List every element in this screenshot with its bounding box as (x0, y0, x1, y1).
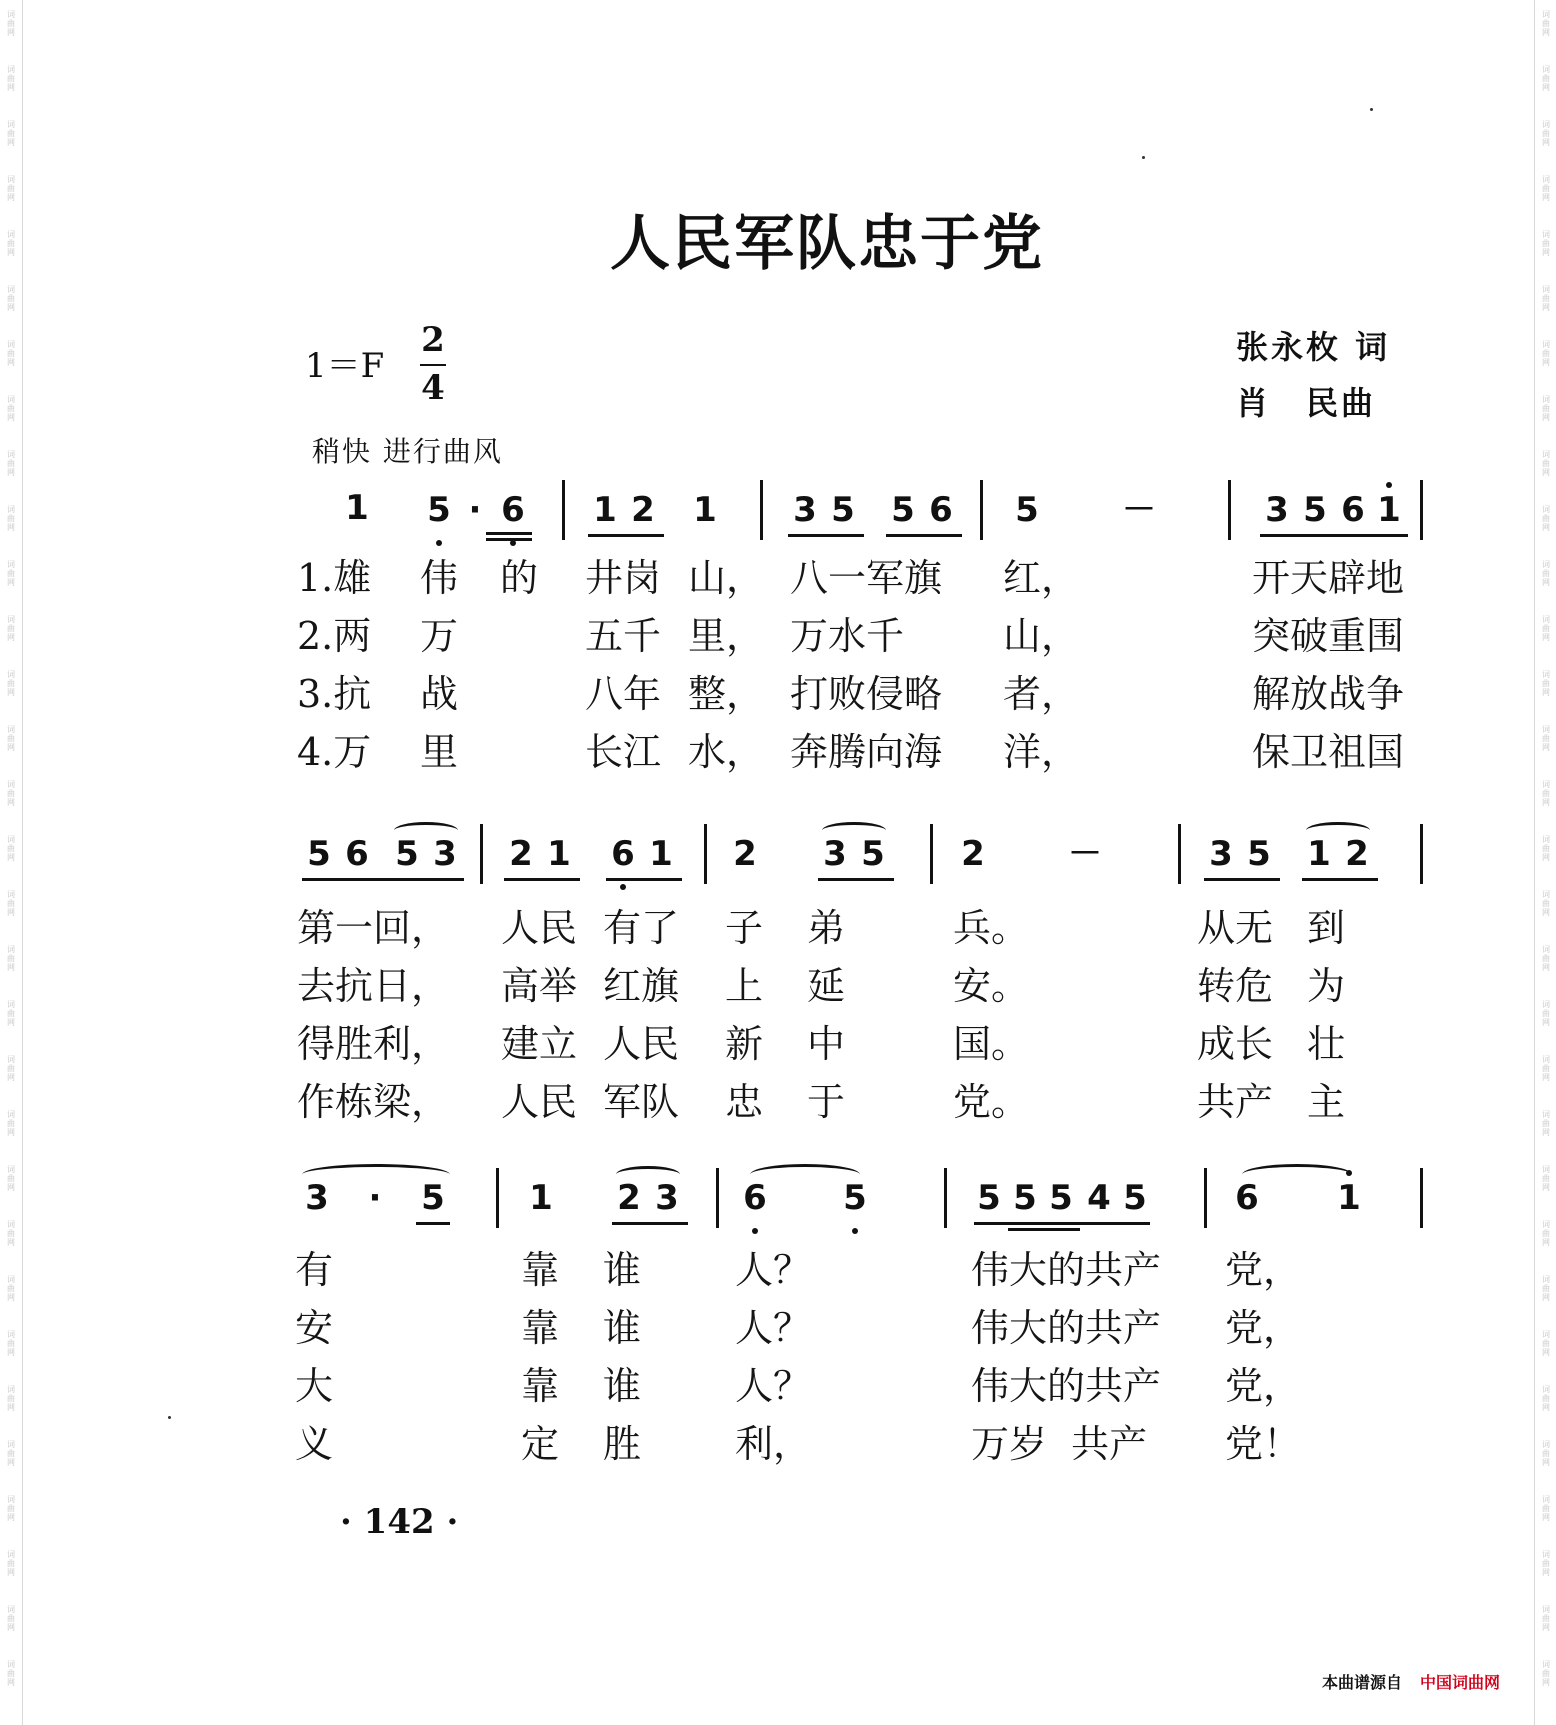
lyric: 军队 (603, 1080, 680, 1124)
octave-dot-below (852, 1228, 858, 1234)
octave-dot-above (1346, 1170, 1352, 1176)
note-dash: － (1122, 490, 1156, 530)
watermark-glyph: 词 曲 网 (7, 1000, 15, 1027)
note: 5 (861, 834, 885, 874)
watermark-glyph: 词 曲 网 (1542, 120, 1550, 147)
note-dot: · (368, 1178, 382, 1218)
lyric: 保卫祖国 (1252, 730, 1405, 774)
note: 1 (345, 488, 369, 528)
watermark-glyph: 词 曲 网 (7, 1660, 15, 1687)
lyric: 子 (725, 906, 764, 950)
time-signature-line (420, 364, 446, 366)
underline-beam (606, 878, 682, 881)
lyric: 利， (735, 1422, 812, 1466)
note: 6 (611, 834, 635, 874)
note: 3 (655, 1178, 679, 1218)
barline (1420, 480, 1423, 540)
lyric: 党！ (1225, 1422, 1302, 1466)
lyric: 安 (295, 1306, 334, 1350)
watermark-glyph: 词 曲 网 (7, 505, 15, 532)
lyric: 人？ (735, 1306, 812, 1350)
watermark-glyph: 词 曲 网 (7, 725, 15, 752)
lyric-line (297, 730, 1405, 774)
lyric-line (295, 1248, 1302, 1292)
underline-beam (588, 534, 664, 537)
watermark-glyph: 词 曲 网 (1542, 1000, 1550, 1027)
lyric: 长江 (585, 730, 662, 774)
watermark-glyph: 词 曲 网 (7, 450, 15, 477)
lyric: 万岁 共产 (971, 1422, 1148, 1466)
lyric: 靠 (521, 1364, 560, 1408)
watermark-glyph: 词 曲 网 (7, 1055, 15, 1082)
lyric: 奔腾向海 (790, 730, 943, 774)
watermark-glyph: 词 曲 网 (7, 670, 15, 697)
watermark-glyph: 词 曲 网 (7, 10, 15, 37)
note: 5 (977, 1178, 1001, 1218)
lyric: 里， (688, 614, 765, 658)
watermark-glyph: 词 曲 网 (7, 120, 15, 147)
note: 6 (929, 490, 953, 530)
tempo-marking: 稍快 进行曲风 (312, 435, 503, 468)
underline-beam (504, 878, 580, 881)
lyric: 人民 (603, 1022, 680, 1066)
watermark-glyph: 词 曲 网 (1542, 340, 1550, 367)
lyric: 有了 (603, 906, 680, 950)
underline-beam (974, 1222, 1150, 1225)
slur (394, 822, 458, 839)
watermark-glyph: 词 曲 网 (7, 1550, 15, 1577)
barline (944, 1168, 947, 1228)
watermark-glyph: 词 曲 网 (1542, 1220, 1550, 1247)
underline-beam (486, 532, 532, 535)
underline-beam (1302, 878, 1378, 881)
lyric: 高举 (501, 964, 578, 1008)
lyric: 国。 (953, 1022, 1030, 1066)
watermark-glyph: 词 曲 网 (7, 1385, 15, 1412)
lyric: 忠 (725, 1080, 764, 1124)
barline (1204, 1168, 1207, 1228)
note: 5 (395, 834, 419, 874)
lyric: 谁 (603, 1306, 642, 1350)
lyric: 弟 (807, 906, 846, 950)
print-speck (168, 1416, 171, 1419)
song-title: 人民军队忠于党 (610, 209, 1044, 279)
lyric: 山， (688, 556, 765, 600)
lyric: 义 (295, 1422, 334, 1466)
note: 1 (547, 834, 571, 874)
note: 2 (617, 1178, 641, 1218)
lyric: 兵。 (953, 906, 1030, 950)
lyric: 第一回， (297, 906, 450, 950)
note: 6 (743, 1178, 767, 1218)
lyric: 靠 (521, 1248, 560, 1292)
lyric: 打败侵略 (790, 672, 943, 716)
underline-beam (302, 878, 464, 881)
note: 5 (1049, 1178, 1073, 1218)
score-system-2 (290, 822, 1450, 942)
lyric: 突破重围 (1252, 614, 1405, 658)
print-speck (1370, 108, 1373, 111)
note: 5 (843, 1178, 867, 1218)
underline-beam (612, 1222, 688, 1225)
site-link[interactable]: 中国词曲网 (1420, 1673, 1501, 1692)
note: 1 (1377, 490, 1401, 530)
watermark-glyph: 词 曲 网 (1542, 450, 1550, 477)
page-number: · 142 · (340, 1502, 459, 1542)
note: 5 (427, 490, 451, 530)
lyric-line (295, 1306, 1302, 1350)
watermark-glyph: 词 曲 网 (7, 285, 15, 312)
lyric-line (297, 964, 1346, 1008)
watermark-glyph: 词 曲 网 (1542, 615, 1550, 642)
watermark-glyph: 词 曲 网 (1542, 10, 1550, 37)
lyric: 解放战争 (1252, 672, 1405, 716)
time-signature-top: 2 (421, 320, 445, 360)
barline (480, 824, 483, 884)
watermark-glyph: 词 曲 网 (7, 175, 15, 202)
watermark-glyph: 词 曲 网 (7, 340, 15, 367)
note-dash: － (1068, 834, 1102, 874)
lyric: 4.万 (297, 730, 372, 774)
note: 2 (733, 834, 757, 874)
octave-dot-below (620, 884, 626, 890)
watermark-glyph: 词 曲 网 (7, 835, 15, 862)
underline-beam (486, 538, 532, 541)
lyric: 得胜利， (297, 1022, 450, 1066)
composer-credit: 肖 民曲 (1236, 384, 1377, 422)
lyric: 胜 (603, 1422, 642, 1466)
lyric: 建立 (501, 1022, 578, 1066)
watermark-glyph: 词 曲 网 (1542, 1330, 1550, 1357)
lyric: 2.两 (297, 614, 372, 658)
lyric: 人？ (735, 1364, 812, 1408)
lyric: 人民 (501, 906, 578, 950)
note: 3 (305, 1178, 329, 1218)
watermark-glyph: 词 曲 网 (7, 560, 15, 587)
octave-dot-below (752, 1228, 758, 1234)
note: 1 (693, 490, 717, 530)
watermark-glyph: 词 曲 网 (1542, 1660, 1550, 1687)
lyric: 八一军旗 (790, 556, 943, 600)
watermark-glyph: 词 曲 网 (1542, 835, 1550, 862)
lyric: 的 (500, 556, 539, 600)
note: 3 (823, 834, 847, 874)
source-credit (1322, 1670, 1500, 1693)
note: 1 (593, 490, 617, 530)
lyric: 伟大的共产 (971, 1248, 1162, 1292)
lyric: 党， (1225, 1364, 1302, 1408)
lyric: 谁 (603, 1248, 642, 1292)
lyric: 里 (420, 730, 459, 774)
note: 1 (1337, 1178, 1361, 1218)
underline-beam (1204, 878, 1280, 881)
lyric: 党， (1225, 1248, 1302, 1292)
watermark-glyph: 词 曲 网 (7, 1275, 15, 1302)
note: 1 (529, 1178, 553, 1218)
lyric: 党。 (953, 1080, 1030, 1124)
watermark-glyph: 词 曲 网 (1542, 1055, 1550, 1082)
lyricist-credit: 张永枚 词 (1236, 328, 1391, 366)
watermark-glyph: 词 曲 网 (7, 1440, 15, 1467)
note: 3 (1265, 490, 1289, 530)
right-watermark-strip (1534, 0, 1556, 1725)
lyric: 延 (807, 964, 846, 1008)
watermark-glyph: 词 曲 网 (1542, 1110, 1550, 1137)
note: 5 (1013, 1178, 1037, 1218)
barline (716, 1168, 719, 1228)
lyric: 党， (1225, 1306, 1302, 1350)
print-speck (1142, 156, 1145, 159)
source-label: 本曲谱源自 (1322, 1673, 1403, 1692)
lyric: 新 (725, 1022, 764, 1066)
lyric: 大 (295, 1364, 334, 1408)
watermark-glyph: 词 曲 网 (1542, 945, 1550, 972)
lyric-line (297, 1080, 1346, 1124)
lyric-line (297, 614, 1405, 658)
watermark-glyph: 词 曲 网 (1542, 1165, 1550, 1192)
watermark-glyph: 词 曲 网 (7, 65, 15, 92)
octave-dot-above (1386, 482, 1392, 488)
lyric-line (297, 906, 1346, 950)
barline (704, 824, 707, 884)
watermark-glyph: 词 曲 网 (7, 1220, 15, 1247)
watermark-glyph: 词 曲 网 (1542, 395, 1550, 422)
barline (1420, 824, 1423, 884)
underline-beam (416, 1222, 450, 1225)
note: 1 (1307, 834, 1331, 874)
watermark-glyph: 词 曲 网 (7, 1110, 15, 1137)
lyric: 从无 (1197, 906, 1274, 950)
lyric: 者， (1003, 672, 1080, 716)
lyric: 万水千 (790, 614, 905, 658)
lyric: 人民 (501, 1080, 578, 1124)
lyric: 八年 (585, 672, 662, 716)
lyric: 水， (688, 730, 765, 774)
watermark-glyph: 词 曲 网 (1542, 65, 1550, 92)
watermark-glyph: 词 曲 网 (1542, 780, 1550, 807)
watermark-glyph: 词 曲 网 (1542, 560, 1550, 587)
watermark-glyph: 词 曲 网 (7, 890, 15, 917)
note: 6 (501, 490, 525, 530)
lyric: 伟大的共产 (971, 1306, 1162, 1350)
note: 4 (1087, 1178, 1111, 1218)
note: 2 (961, 834, 985, 874)
lyric: 转危 (1197, 964, 1274, 1008)
lyric-line (297, 1022, 1346, 1066)
watermark-glyph: 词 曲 网 (1542, 230, 1550, 257)
barline (760, 480, 763, 540)
watermark-glyph: 词 曲 网 (1542, 670, 1550, 697)
note: 5 (307, 834, 331, 874)
note: 5 (1247, 834, 1271, 874)
lyric-line (295, 1422, 1302, 1466)
underline-beam (818, 878, 894, 881)
barline (1420, 1168, 1423, 1228)
note: 6 (1235, 1178, 1259, 1218)
watermark-glyph: 词 曲 网 (7, 615, 15, 642)
lyric: 作栋梁， (297, 1080, 450, 1124)
lyric: 壮 (1307, 1022, 1346, 1066)
note: 3 (793, 490, 817, 530)
lyric: 开天辟地 (1252, 556, 1405, 600)
watermark-glyph: 词 曲 网 (1542, 1550, 1550, 1577)
lyric: 靠 (521, 1306, 560, 1350)
note: 5 (891, 490, 915, 530)
lyric: 3.抗 (297, 672, 372, 716)
lyric: 主 (1307, 1080, 1346, 1124)
lyric: 有 (295, 1248, 334, 1292)
watermark-glyph: 词 曲 网 (7, 780, 15, 807)
watermark-glyph: 词 曲 网 (7, 945, 15, 972)
watermark-glyph: 词 曲 网 (7, 1495, 15, 1522)
watermark-glyph: 词 曲 网 (7, 1165, 15, 1192)
barline (1228, 480, 1231, 540)
note: 3 (1209, 834, 1233, 874)
watermark-glyph: 词 曲 网 (7, 1605, 15, 1632)
lyric: 整， (688, 672, 765, 716)
underline-beam (1260, 534, 1408, 537)
octave-dot-below (436, 540, 442, 546)
note: 2 (631, 490, 655, 530)
lyric: 五千 (585, 614, 662, 658)
note: 5 (1303, 490, 1327, 530)
barline (980, 480, 983, 540)
watermark-glyph: 词 曲 网 (1542, 1605, 1550, 1632)
lyric: 安。 (953, 964, 1030, 1008)
note-dot: · (468, 490, 482, 530)
watermark-glyph: 词 曲 网 (1542, 1440, 1550, 1467)
underline-beam (886, 534, 962, 537)
time-signature-bottom: 4 (421, 368, 445, 408)
lyric-line (295, 1364, 1302, 1408)
lyric-line (297, 556, 1405, 600)
barline (930, 824, 933, 884)
slur (1306, 822, 1370, 839)
lyric: 红旗 (603, 964, 680, 1008)
left-watermark-strip (0, 0, 23, 1725)
note: 2 (509, 834, 533, 874)
note: 6 (345, 834, 369, 874)
note: 5 (421, 1178, 445, 1218)
lyric: 谁 (603, 1364, 642, 1408)
note: 3 (433, 834, 457, 874)
lyric: 山， (1003, 614, 1080, 658)
lyric: 伟 (420, 556, 459, 600)
lyric: 于 (807, 1080, 846, 1124)
lyric: 为 (1307, 964, 1346, 1008)
lyric: 1.雄 (297, 556, 372, 600)
watermark-glyph: 词 曲 网 (1542, 890, 1550, 917)
lyric: 去抗日， (297, 964, 450, 1008)
lyric: 洋， (1003, 730, 1080, 774)
note: 1 (649, 834, 673, 874)
underline-beam (1008, 1228, 1080, 1231)
watermark-glyph: 词 曲 网 (1542, 285, 1550, 312)
note: 2 (1345, 834, 1369, 874)
lyric: 井岗 (585, 556, 662, 600)
watermark-glyph: 词 曲 网 (1542, 1275, 1550, 1302)
watermark-glyph: 词 曲 网 (1542, 725, 1550, 752)
key-signature: 1＝F (305, 346, 385, 386)
watermark-glyph: 词 曲 网 (1542, 1385, 1550, 1412)
barline (496, 1168, 499, 1228)
note: 5 (1015, 490, 1039, 530)
lyric: 共产 (1197, 1080, 1274, 1124)
watermark-glyph: 词 曲 网 (7, 1330, 15, 1357)
barline (1178, 824, 1181, 884)
underline-beam (788, 534, 864, 537)
lyric: 到 (1307, 906, 1346, 950)
lyric-line (297, 672, 1405, 716)
note: 5 (831, 490, 855, 530)
slur (822, 822, 886, 839)
watermark-glyph: 词 曲 网 (7, 230, 15, 257)
slur (616, 1166, 680, 1183)
watermark-glyph: 词 曲 网 (7, 395, 15, 422)
lyric: 万 (420, 614, 459, 658)
lyric: 上 (725, 964, 764, 1008)
lyric: 红， (1003, 556, 1080, 600)
watermark-glyph: 词 曲 网 (1542, 505, 1550, 532)
note: 5 (1123, 1178, 1147, 1218)
lyric: 伟大的共产 (971, 1364, 1162, 1408)
lyric: 战 (420, 672, 459, 716)
watermark-glyph: 词 曲 网 (1542, 1495, 1550, 1522)
lyric: 人？ (735, 1248, 812, 1292)
lyric: 中 (807, 1022, 846, 1066)
lyric: 成长 (1197, 1022, 1274, 1066)
lyric: 定 (521, 1422, 560, 1466)
barline (562, 480, 565, 540)
watermark-glyph: 词 曲 网 (1542, 175, 1550, 202)
note: 6 (1341, 490, 1365, 530)
